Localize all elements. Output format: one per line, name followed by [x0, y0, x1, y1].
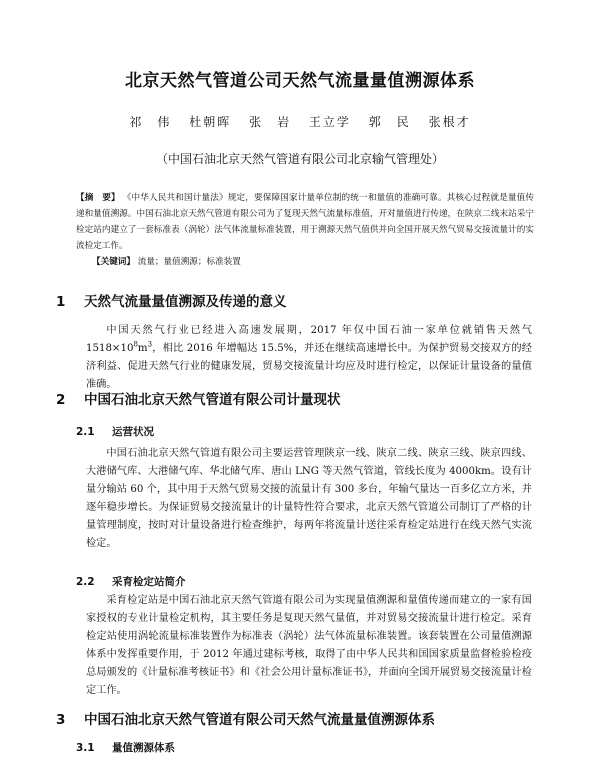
author-name: 王立学 [308, 115, 351, 129]
keywords-label: 【关键词】 [92, 257, 135, 267]
author-list [0, 113, 600, 130]
paragraph-text: m [137, 343, 148, 354]
abstract-text: 《中华人民共和国计量法》规定，要保障国家计量单位制的统一和量值的准确可靠。其核心过程就是量值传递和量值溯源。中国石油北京天然气管道有限公司为了复现天然气流量标准值，开对量值进行传递，在陕京二线末站采宁检定站内建立了一套标准表（涡轮）法气体流量标准装置，用于溯源天然气值供并向全国开展天然气贸易交接流量计的实流检定工作。 [76, 193, 534, 251]
author-name: 杜朝晖 [189, 115, 232, 129]
paper-title: 北京天然气管道公司天然气流量量值溯源体系 [125, 71, 475, 91]
keywords-text: 流量；量值溯源；标准装置 [137, 257, 241, 267]
section-title: 天然气流量量值溯源及传递的意义 [84, 294, 287, 310]
paragraph-text: ，相比 2016 年增幅达 15.5%，并还在继续高速增长中。为保护贸易交接双方的经济利益、促进天然气行业的健康发展，贸易交接流量计均应及时进行检定，以保证计量设备的量值准确。 [86, 343, 532, 390]
superscript: 3 [147, 340, 153, 349]
superscript: 8 [133, 340, 138, 349]
section-heading [56, 388, 341, 408]
subsection-heading [76, 740, 175, 755]
section-heading [56, 290, 287, 310]
body-paragraph: 中国石油北京天然气管道有限公司主要运营管理陕京一线、陕京二线、陕京三线、陕京四线、大港储气库、大港储气库、华北储气库、唐山 LNG 等天然气管道，管线长度为 4000km。设有计量分输站 60 个，其中用于天然气贸易交接的流量计有 300 多台，年输气量达一百多亿立方米，并逐年稳步增长。为保证贸易交接流量计的计量特性符合要求，北京天然气管道公司制订了严格的计量管理制度，按时对计量设备进行检查维护，每两年将流量计送往采育检定站进行在线天然气实流检定。 [86, 448, 532, 549]
section-number: 3 [56, 712, 66, 728]
section-heading [56, 708, 435, 728]
abstract [76, 190, 534, 254]
affiliation: （中国石油北京天然气管道有限公司北京输气管理处） [155, 152, 444, 166]
author-name: 郭 民 [368, 115, 411, 129]
subsection-number: 3.1 [76, 742, 95, 754]
subsection-title: 运营状况 [112, 426, 154, 438]
author-name: 张根才 [428, 115, 471, 129]
subsection-heading [76, 424, 154, 439]
section-title: 中国石油北京天然气管道有限公司天然气流量量值溯源体系 [84, 712, 435, 728]
body-paragraph: 采育检定站是中国石油北京天然气管道有限公司为实现量值溯源和量值传递而建立的一家有国家授权的专业计量检定机构，其主要任务是复现天然气量值，并对贸易交接流量计进行检定。采育检定站使用涡轮流量标准装置作为标准表（涡轮）法气体流量标准装置。该套装置在公司量值溯源体系中发挥重要作用，于 2012 年通过建标考核，取得了由中华人民共和国国家质量监督检验检疫总局颁发的《计量标准考核证书》和《社会公用计量标准证书》，并面向全国开展贸易交接流量计检定工作。 [86, 595, 532, 696]
subsection-title: 量值溯源体系 [112, 742, 175, 754]
author-name: 祁 伟 [129, 115, 172, 129]
subsection-number: 2.2 [76, 576, 95, 588]
author-name: 张 岩 [249, 115, 292, 129]
subsection-heading [76, 574, 186, 589]
body-paragraph [86, 322, 532, 394]
section-number: 2 [56, 392, 66, 408]
keywords [92, 254, 532, 270]
section-title: 中国石油北京天然气管道有限公司计量现状 [84, 392, 341, 408]
subsection-number: 2.1 [76, 426, 95, 438]
section-number: 1 [56, 294, 66, 310]
abstract-label: 【摘 要】 [76, 193, 120, 203]
subsection-title: 采育检定站简介 [112, 576, 186, 588]
paragraph-text: 中国天然气行业已经进入高速发展期，2017 年仅中国石油一家单位就销售天然气 1518×10 [86, 325, 532, 354]
